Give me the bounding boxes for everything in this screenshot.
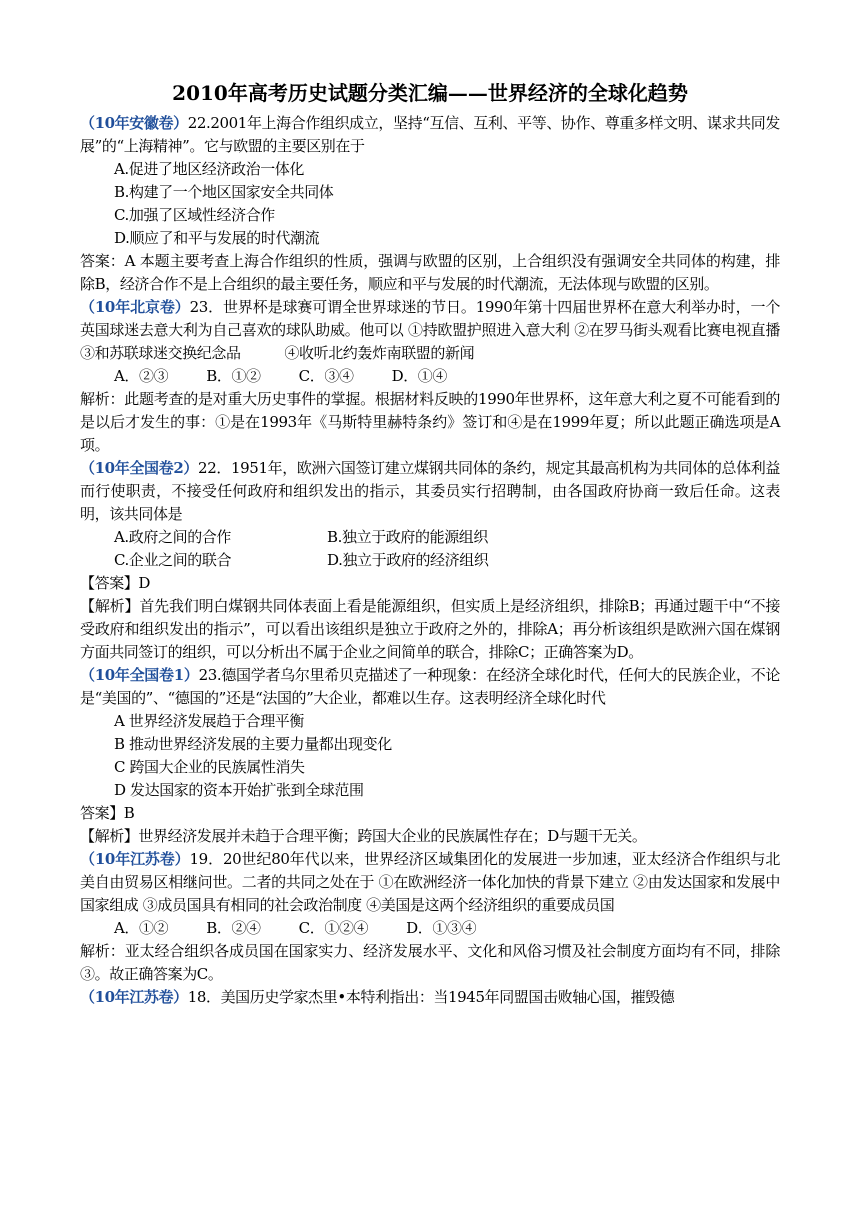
answer-text: 【答案】D [80, 574, 151, 592]
analysis-text: 解析：亚太经合组织各成员国在国家实力、经济发展水平、文化和风俗习惯及社会制度方面均有不同，排除③。故正确答案为C。 [80, 942, 780, 983]
analysis-text: 【解析】首先我们明白煤钢共同体表面上看是能源组织，但实质上是经济组织，排除B；再通过题干中“不接受政府和组织发出的指示”，可以看出该组织是独立于政府之外的，排除A；再分析该组织是欧洲六国在煤钢方面共同签订的组织，可以分析出不属于企业之间简单的联合，排除C；正确答案为D。 [80, 597, 780, 661]
page-title: 2010年高考历史试题分类汇编——世界经济的全球化趋势 [172, 81, 688, 105]
source-tag: （10年全国卷2） [80, 459, 199, 477]
options-row: A.政府之间的合作 B.独立于政府的能源组织 [114, 528, 488, 546]
option-c: C.加强了区域性经济合作 [114, 206, 275, 224]
question-4-stem: （10年全国卷1）23.德国学者乌尔里希贝克描述了一种现象：在经济全球化时代，任何大的民族企业，不论是“美国的”、“德国的”还是“法国的”大企业，都难以生存。这表明经济全球化时代 [80, 666, 780, 707]
option-c: C 跨国大企业的民族属性消失 [114, 758, 305, 776]
source-tag: （10年全国卷1） [80, 666, 199, 684]
analysis-text: 【解析】世界经济发展并未趋于合理平衡；跨国大企业的民族属性存在；D与题干无关。 [80, 827, 647, 845]
question-5-stem: （10年江苏卷）19．20世纪80年代以来，世界经济区域集团化的发展进一步加速，亚太经济合作组织与北美自由贸易区相继问世。二者的共同之处在于 ①在欧洲经济一体化加快的背景下建立 ②由发达国家和发展中国家组成 ③成员国具有相同的社会政治制度 ④美国是这两个经济组织的重要成员国 [80, 850, 780, 914]
answer-text: 答案】B [80, 804, 135, 822]
source-tag: （10年江苏卷） [80, 850, 190, 868]
option-b: B.构建了一个地区国家安全共同体 [114, 183, 334, 201]
source-tag: （10年安徽卷） [80, 114, 188, 132]
source-tag: （10年江苏卷） [80, 988, 188, 1006]
question-3-stem: （10年全国卷2）22．1951年，欧洲六国签订建立煤钢共同体的条约，规定其最高机构为共同体的总体利益而行使职责，不接受任何政府和组织发出的指示，其委员实行招聘制，由各国政府协商一致后任命。这表明，该共同体是 [80, 459, 781, 523]
answer-text: 答案：A 本题主要考查上海合作组织的性质，强调与欧盟的区别，上合组织没有强调安全共同体的构建，排除B，经济合作不是上合组织的最主要任务，顺应和平与发展的时代潮流，无法体现与欧盟的区别。 [80, 252, 780, 293]
option-d: D.顺应了和平与发展的时代潮流 [114, 229, 320, 247]
document-page [80, 78, 780, 1009]
options-inline: A．①② B．②④ C．①②④ D．①③④ [114, 919, 477, 937]
question-6-stem: （10年江苏卷）18．美国历史学家杰里•本特利指出：当1945年同盟国击败轴心国，摧毁德 [80, 988, 675, 1006]
options-inline: A．②③ B．①② C．③④ D．①④ [114, 367, 447, 385]
question-1-stem: （10年安徽卷）22.2001年上海合作组织成立，坚持“互信、互利、平等、协作、尊重多样文明、谋求共同发展”的“上海精神”。它与欧盟的主要区别在于 [80, 114, 780, 155]
option-a: A.促进了地区经济政治一体化 [114, 160, 305, 178]
analysis-text: 解析：此题考查的是对重大历史事件的掌握。根据材料反映的1990年世界杯，这年意大利之夏不可能看到的是以后才发生的事：①是在1993年《马斯特里赫特条约》签订和④是在1999年夏；所以此题正确选项是A项。 [80, 390, 780, 454]
option-a: A 世界经济发展趋于合理平衡 [114, 712, 305, 730]
question-2-stem: （10年北京卷）23．世界杯是球赛可谓全世界球迷的节日。1990年第十四届世界杯在意大利举办时，一个英国球迷去意大利为自己喜欢的球队助威。他可以 ①持欧盟护照进入意大利 ②在罗马街头观看比赛电视直播 ③和苏联球迷交换纪念品 ④收听北约轰炸南联盟的新闻 [80, 298, 780, 362]
options-row: C.企业之间的联合 D.独立于政府的经济组织 [114, 551, 489, 569]
option-d: D 发达国家的资本开始扩张到全球范围 [114, 781, 364, 799]
source-tag: （10年北京卷） [80, 298, 190, 316]
option-b: B 推动世界经济发展的主要力量都出现变化 [114, 735, 392, 753]
